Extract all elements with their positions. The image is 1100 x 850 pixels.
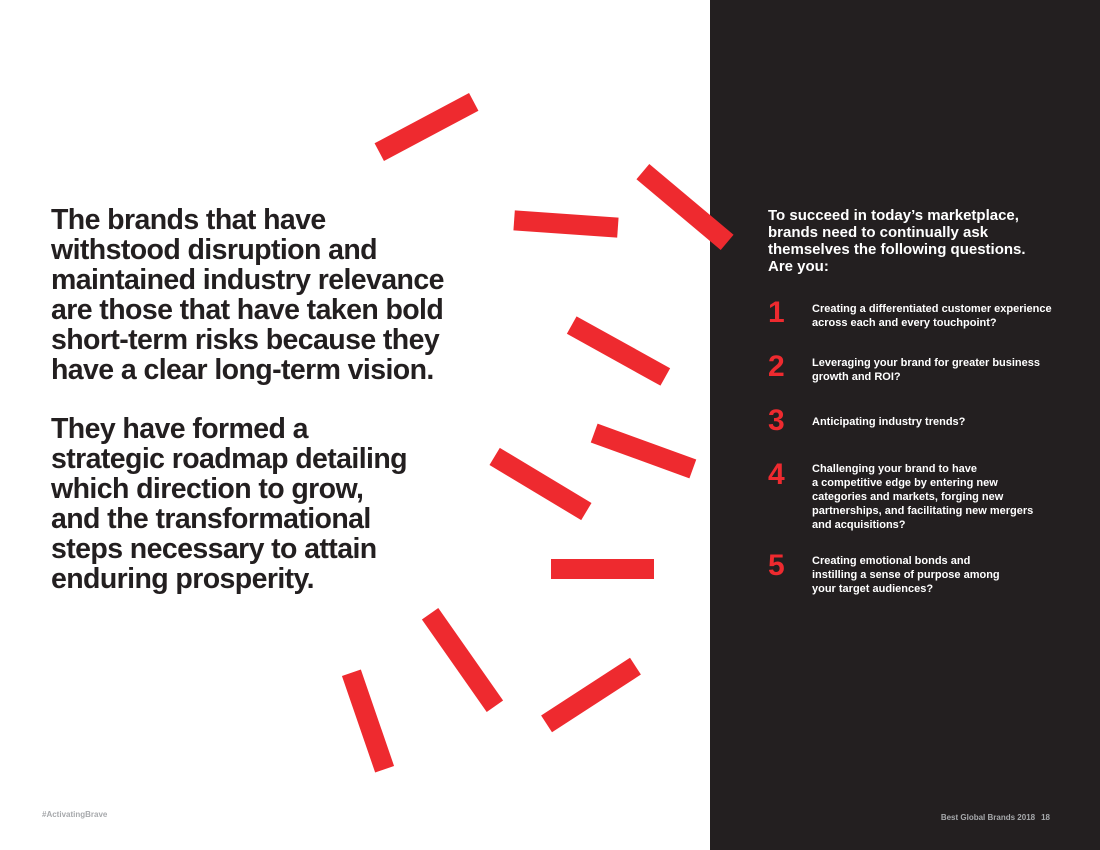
headline-line: enduring prosperity. — [51, 563, 314, 595]
headline-line: withstood disruption and — [51, 234, 377, 266]
question-text — [812, 302, 1062, 330]
question-number: 1 — [768, 296, 785, 329]
question-text — [812, 415, 1062, 429]
intro-line: brands need to continually ask — [768, 224, 989, 241]
question-line: across each and every touchpoint? — [812, 317, 997, 329]
question-line: partnerships, and facilitating new mergers — [812, 505, 1034, 517]
question-line: your target audiences? — [812, 583, 934, 595]
question-line: Creating a differentiated customer experience — [812, 303, 1052, 315]
footer-hashtag: #ActivatingBrave — [42, 810, 108, 819]
headline-line: strategic roadmap detailing — [51, 443, 407, 475]
headline-line: are those that have taken bold — [51, 294, 444, 326]
headline-line: and the transformational — [51, 503, 371, 535]
headline-line: The brands that have — [51, 204, 326, 236]
question-text — [812, 554, 1062, 596]
publication-title: Best Global Brands 2018 — [940, 813, 1036, 822]
headline-line: maintained industry relevance — [51, 264, 444, 296]
headline-line: They have formed a — [51, 413, 308, 445]
question-text — [812, 356, 1062, 384]
question-line: Creating emotional bonds and — [812, 555, 971, 567]
question-line: Anticipating industry trends? — [812, 416, 966, 428]
intro-line: To succeed in today’s marketplace, — [768, 207, 1019, 224]
footer-publication — [941, 813, 1050, 822]
intro-line: Are you: — [768, 258, 829, 275]
question-number: 3 — [768, 404, 785, 437]
question-line: a competitive edge by entering new — [812, 477, 998, 489]
intro-line: themselves the following questions. — [768, 241, 1026, 258]
headline-paragraph-2 — [51, 414, 491, 594]
headline-paragraph-1 — [51, 205, 491, 385]
question-line: and acquisitions? — [812, 519, 906, 531]
headline-line: which direction to grow, — [51, 473, 364, 505]
sidebar-intro — [768, 207, 1058, 275]
question-line: categories and markets, forging new — [812, 491, 1004, 503]
question-line: growth and ROI? — [812, 371, 901, 383]
question-number: 2 — [768, 350, 785, 383]
question-number: 5 — [768, 549, 785, 582]
headline-line: short-term risks because they — [51, 324, 440, 356]
question-line: Challenging your brand to have — [812, 463, 978, 475]
headline-line: have a clear long-term vision. — [51, 354, 434, 386]
question-line: Leveraging your brand for greater business — [812, 357, 1041, 369]
question-text — [812, 462, 1062, 532]
headline-line: steps necessary to attain — [51, 533, 377, 565]
question-line: instilling a sense of purpose among — [812, 569, 1000, 581]
page-number: 18 — [1041, 813, 1050, 822]
question-number: 4 — [768, 458, 785, 491]
